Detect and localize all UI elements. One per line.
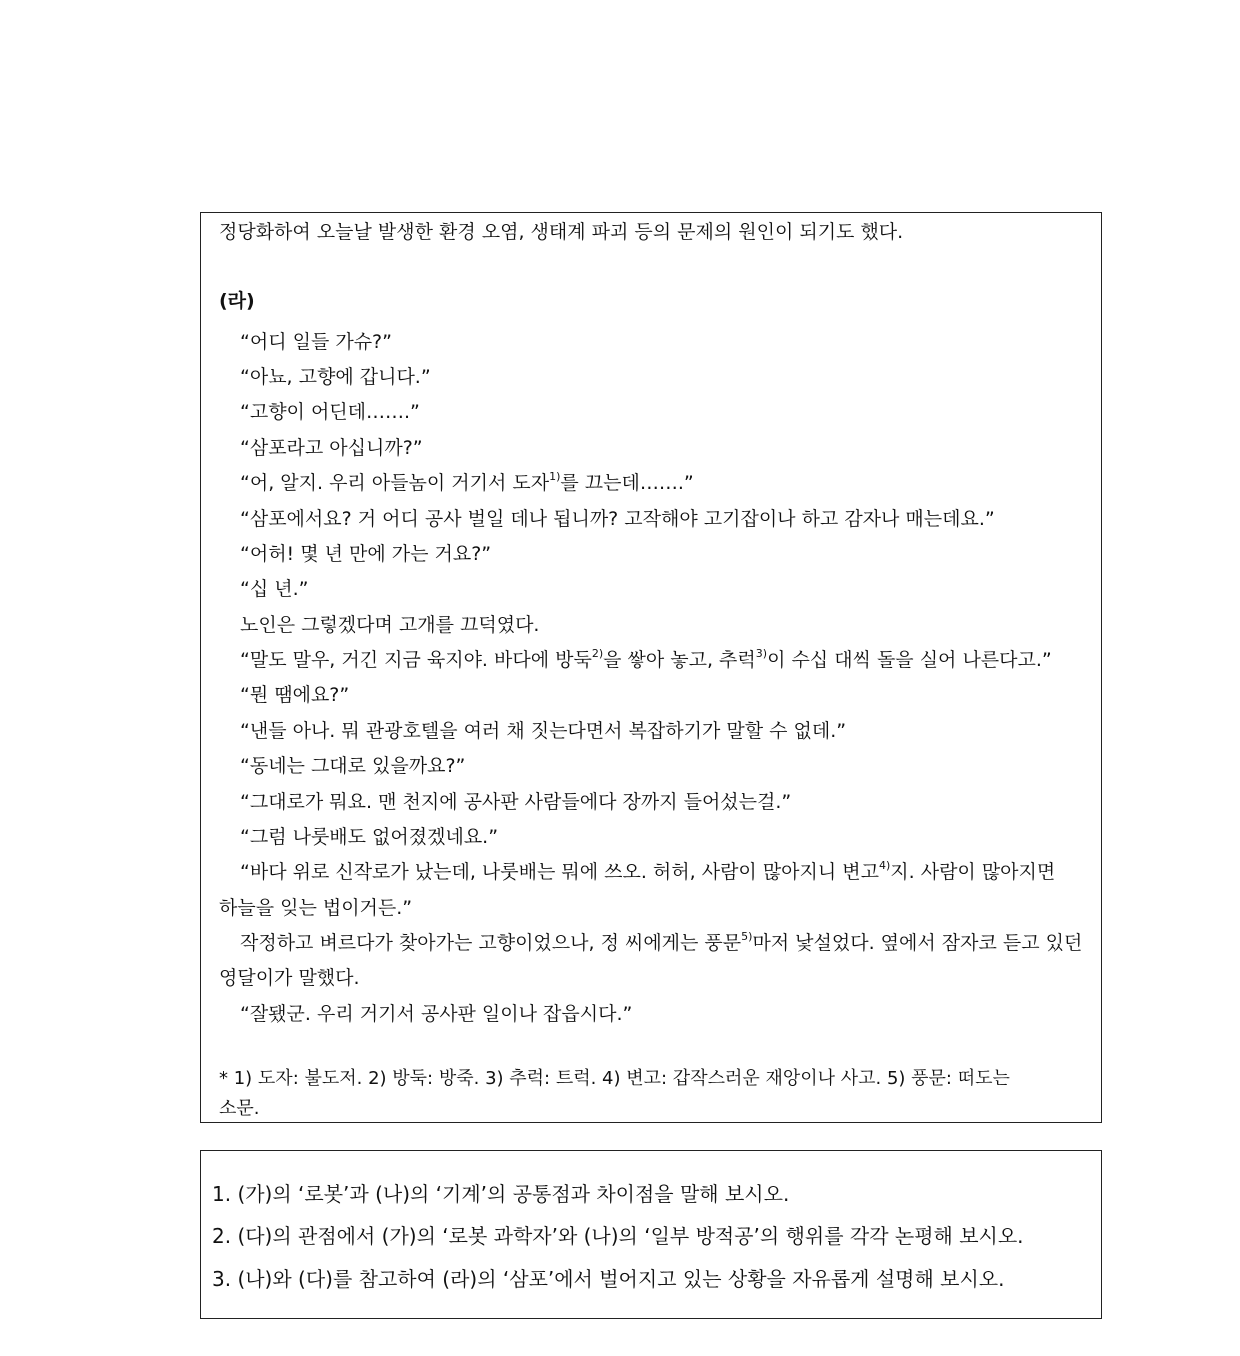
dialogue-line: “잘됐군. 우리 거기서 공사판 일이나 잡읍시다.” [240, 1003, 633, 1025]
passage-box [200, 212, 1102, 1123]
narration-line-continued: 영달이가 말했다. [219, 967, 360, 989]
narration-line: 작정하고 벼르다가 찾아가는 고향이었으나, 정 씨에게는 풍문$^{5)}$마저 낯설었다. 옆에서 잠자코 듣고 있던 [240, 929, 1083, 954]
dialogue-line: “바다 위로 신작로가 났는데, 나룻배는 뭐에 쓰오. 허허, 사람이 많아지니 변고$^{4)}$지. 사람이 많아지면 [240, 858, 1056, 883]
questions-box [200, 1150, 1102, 1319]
dialogue-line: “낸들 아나. 뭐 관광호텔을 여러 채 짓는다면서 복잡하기가 말할 수 없데.” [240, 720, 847, 742]
dialogue-line: “뭔 땜에요?” [240, 684, 350, 706]
question-item: 2. (다)의 관점에서 (가)의 ‘로봇 과학자’와 (나)의 ‘일부 방적공’의 행위를 각각 논평해 보시오. [212, 1224, 1024, 1248]
footnote-line: * 1) 도자: 불도저. 2) 방둑: 방죽. 3) 추럭: 트럭. 4) 변고: 갑작스러운 재앙이나 사고. 5) 풍문: 떠도는 [219, 1068, 1010, 1089]
footnote-line: 소문. [219, 1098, 260, 1119]
dialogue-line: “그럼 나룻배도 없어졌겠네요.” [240, 826, 499, 848]
dialogue-line: “어, 알지. 우리 아들놈이 거기서 도자$^{1)}$를 끄는데…….” [240, 469, 694, 494]
dialogue-line: “삼포에서요? 거 어디 공사 벌일 데나 됩니까? 고작해야 고기잡이나 하고 감자나 매는데요.” [240, 508, 995, 530]
dialogue-line: “삼포라고 아십니까?” [240, 437, 423, 459]
narration-line: 노인은 그렇겠다며 고개를 끄덕였다. [240, 614, 540, 636]
section-label: (라) [219, 290, 255, 312]
dialogue-line: “십 년.” [240, 578, 309, 600]
dialogue-line: “말도 말우, 거긴 지금 육지야. 바다에 방둑$^{2)}$을 쌓아 놓고, 추럭$^{3)}$이 수십 대씩 돌을 실어 나른다고.” [240, 646, 1052, 671]
question-item: 3. (나)와 (다)를 참고하여 (라)의 ‘삼포’에서 벌어지고 있는 상황을 자유롭게 설명해 보시오. [212, 1267, 1005, 1291]
footnote-ref: 1) [549, 469, 561, 483]
dialogue-line: “어디 일들 가슈?” [240, 331, 392, 353]
dialogue-line: “어허! 몇 년 만에 가는 거요?” [240, 543, 492, 565]
dialogue-line-continued: 하늘을 잊는 법이거든.” [219, 897, 413, 919]
dialogue-line: “동네는 그대로 있을까요?” [240, 755, 466, 777]
footnote-ref: 4) [878, 858, 891, 872]
dialogue-line: “그대로가 뭐요. 맨 천지에 공사판 사람들에다 장까지 들어섰는걸.” [240, 791, 792, 813]
footnote-ref: 3) [755, 646, 768, 660]
question-item: 1. (가)의 ‘로봇’과 (나)의 ‘기계’의 공통점과 차이점을 말해 보시오. [212, 1182, 790, 1206]
dialogue-line: “아뇨, 고향에 갑니다.” [240, 366, 431, 388]
dialogue-line: “고향이 어딘데…….” [240, 401, 420, 423]
passage-intro-line: 정당화하여 오늘날 발생한 환경 오염, 생태계 파괴 등의 문제의 원인이 되기도 했다. [219, 221, 904, 243]
footnote-ref: 5) [741, 929, 753, 943]
footnote-ref: 2) [591, 646, 604, 660]
